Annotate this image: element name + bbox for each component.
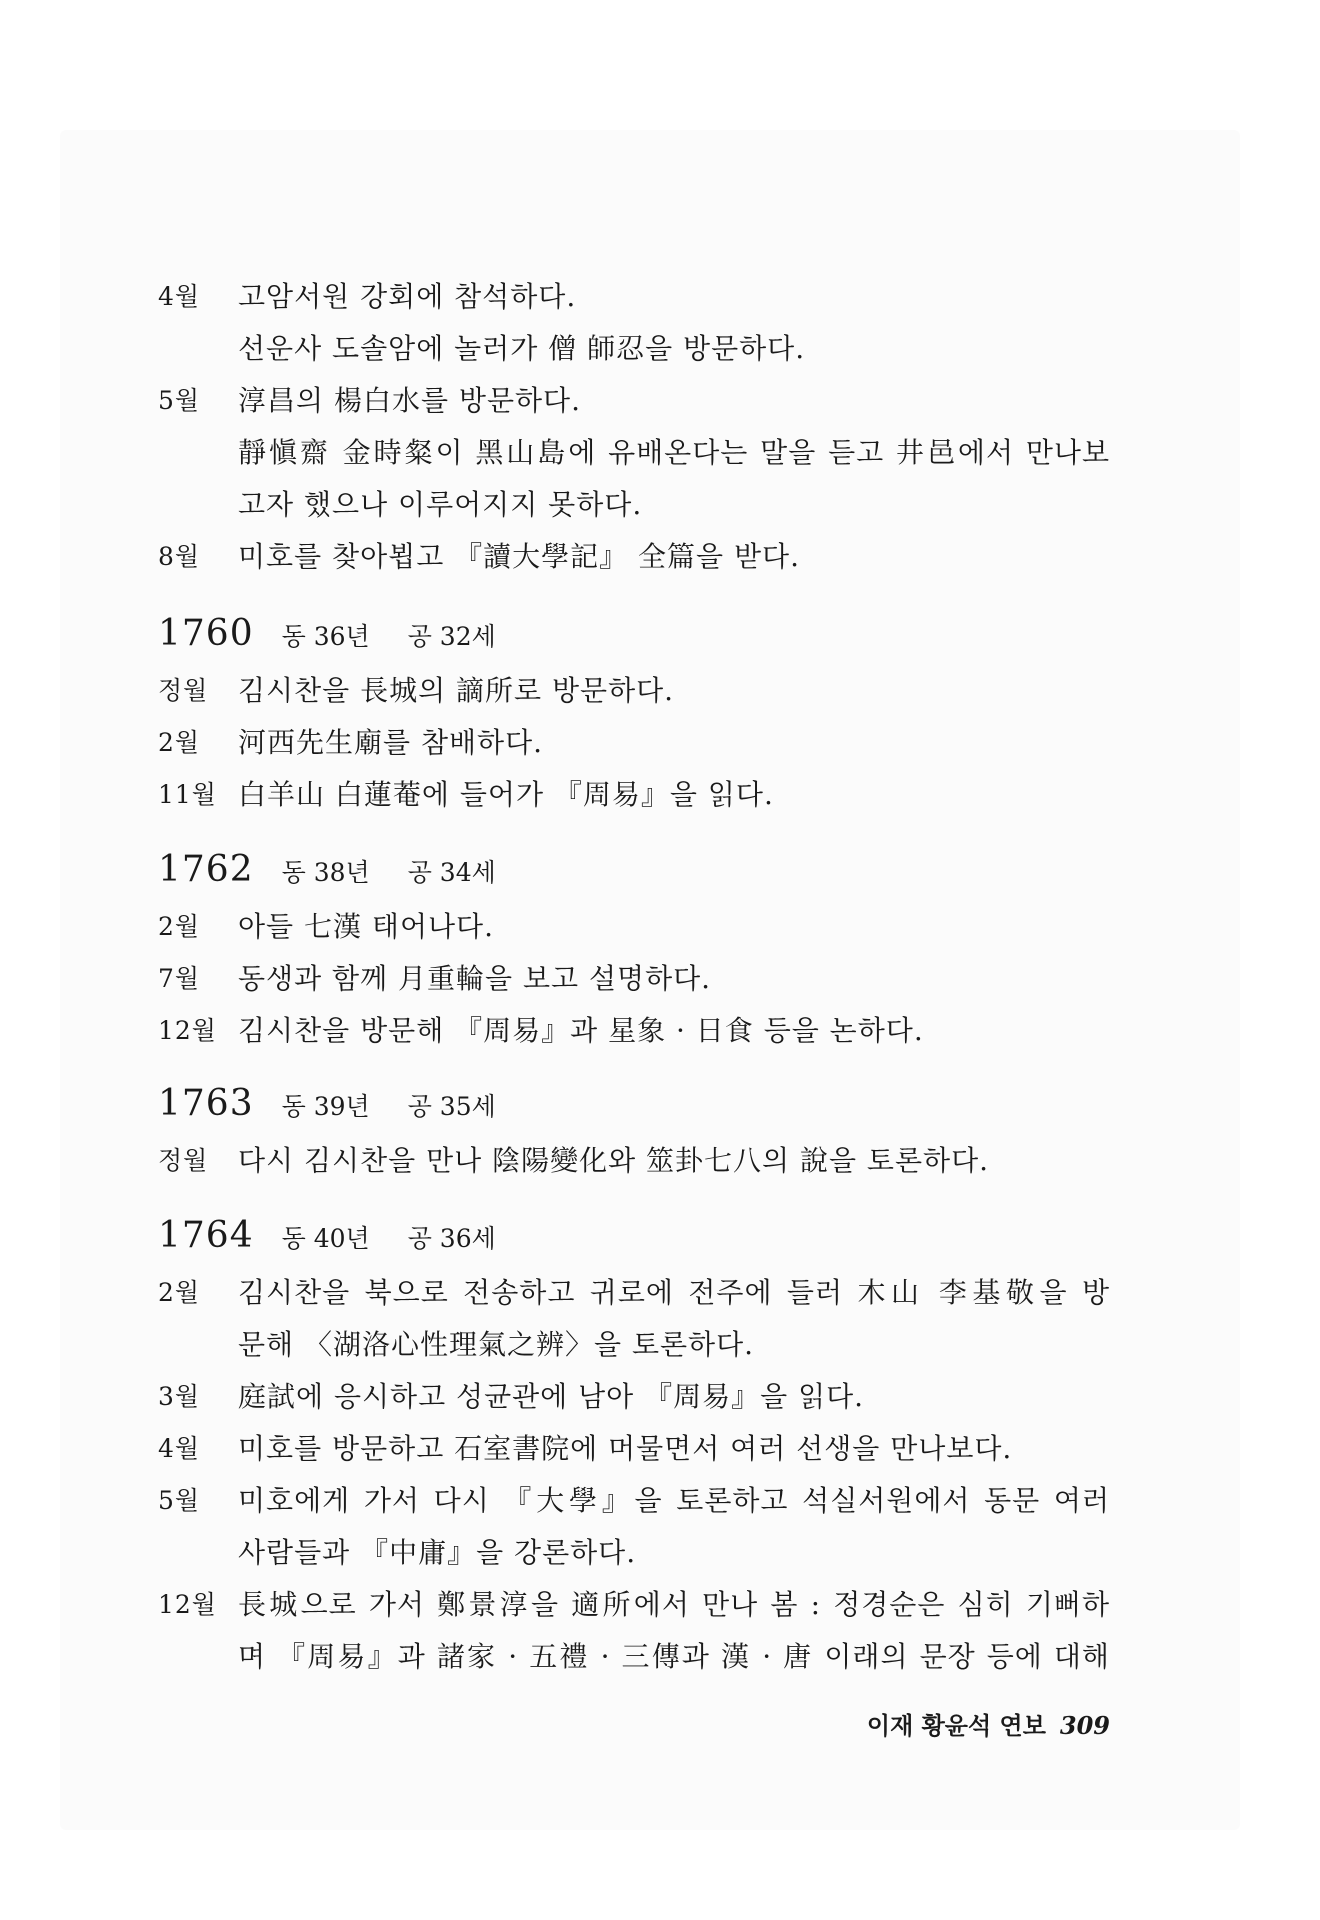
entry-text: 아들 七漢 태어나다. <box>238 910 494 943</box>
entry-text: 며 『周易』과 諸家 · 五禮 · 三傳과 漢 · 唐 이래의 문장 등에 대해 <box>238 1640 1110 1673</box>
entry-text: 고자 했으나 이루어지지 못하다. <box>238 488 643 521</box>
entry-text: 河西先生廟를 참배하다. <box>238 726 544 759</box>
entry-line <box>0 902 1320 952</box>
entry-text: 김시찬을 북으로 전송하고 귀로에 전주에 들러 木山 李基敬을 방 <box>238 1276 1110 1309</box>
entry-line <box>0 428 1320 478</box>
year-label: 1760 <box>158 613 254 654</box>
entry-line <box>0 1268 1320 1318</box>
entry-line <box>0 1372 1320 1422</box>
entry-text: 미호를 찾아뵙고 『讀大學記』 全篇을 받다. <box>238 540 800 573</box>
entry-month: 12월 <box>158 1590 217 1619</box>
entry-line <box>0 1476 1320 1526</box>
entry-month: 3월 <box>158 1382 201 1411</box>
entry-line <box>0 770 1320 820</box>
age-label: 공 35세 <box>407 1092 496 1121</box>
entry-line <box>0 1580 1320 1630</box>
entry-text: 문해 〈湖洛心性理氣之辨〉을 토론하다. <box>238 1328 755 1361</box>
entry-month: 4월 <box>158 1434 201 1463</box>
entry-line <box>0 532 1320 582</box>
entry-month: 12월 <box>158 1016 217 1045</box>
entry-month: 8월 <box>158 542 201 571</box>
entry-line <box>0 1424 1320 1474</box>
entry-month: 정월 <box>158 1146 209 1175</box>
entry-month: 5월 <box>158 1486 201 1515</box>
entry-text: 長城으로 가서 鄭景淳을 適所에서 만나 봄 : 정경순은 심히 기뻐하 <box>238 1588 1110 1621</box>
entry-text: 庭試에 응시하고 성균관에 남아 『周易』을 읽다. <box>238 1380 865 1413</box>
entry-text: 동생과 함께 月重輪을 보고 설명하다. <box>238 962 712 995</box>
entry-text: 靜愼齋 金時粲이 黑山島에 유배온다는 말을 듣고 井邑에서 만나보 <box>238 436 1110 469</box>
entry-line <box>0 272 1320 322</box>
entry-line <box>0 954 1320 1004</box>
entry-text: 미호를 방문하고 石室書院에 머물면서 여러 선생을 만나보다. <box>238 1432 1013 1465</box>
entry-line <box>0 1006 1320 1056</box>
year-heading-1763 <box>158 1074 496 1134</box>
era-label: 동 39년 <box>281 1092 370 1121</box>
entry-month: 2월 <box>158 1278 201 1307</box>
entry-text: 고암서원 강회에 참석하다. <box>238 280 577 313</box>
entry-month: 2월 <box>158 912 201 941</box>
entry-text: 사람들과 『中庸』을 강론하다. <box>238 1536 637 1569</box>
year-heading-1762 <box>158 840 496 900</box>
age-label: 공 34세 <box>407 858 496 887</box>
era-label: 동 38년 <box>281 858 370 887</box>
entry-line <box>0 324 1320 374</box>
year-label: 1762 <box>158 849 254 890</box>
entry-month: 2월 <box>158 728 201 757</box>
entry-month: 7월 <box>158 964 201 993</box>
entry-line <box>0 718 1320 768</box>
entry-text: 다시 김시찬을 만나 陰陽變化와 筮卦七八의 說을 토론하다. <box>238 1144 990 1177</box>
era-label: 동 36년 <box>281 622 370 651</box>
page-number: 309 <box>1059 1711 1110 1740</box>
entry-text: 선운사 도솔암에 놀러가 僧 師忍을 방문하다. <box>238 332 806 365</box>
year-label: 1763 <box>158 1083 254 1124</box>
entry-line <box>0 1632 1320 1682</box>
entry-month: 11월 <box>158 780 217 809</box>
entry-month: 5월 <box>158 386 201 415</box>
entry-line <box>0 480 1320 530</box>
age-label: 공 32세 <box>407 622 496 651</box>
entry-text: 김시찬을 長城의 謫所로 방문하다. <box>238 674 675 707</box>
entry-line <box>0 376 1320 426</box>
entry-line <box>0 1136 1320 1186</box>
entry-line <box>0 1528 1320 1578</box>
entry-text: 미호에게 가서 다시 『大學』을 토론하고 석실서원에서 동문 여러 <box>238 1484 1110 1517</box>
age-label: 공 36세 <box>407 1224 496 1253</box>
entry-line <box>0 1320 1320 1370</box>
entry-text: 김시찬을 방문해 『周易』과 星象 · 日食 등을 논하다. <box>238 1014 924 1047</box>
entry-month: 4월 <box>158 282 201 311</box>
entry-month: 정월 <box>158 676 209 705</box>
year-heading-1764 <box>158 1206 496 1266</box>
entry-line <box>0 666 1320 716</box>
page-footer <box>820 1706 1110 1741</box>
era-label: 동 40년 <box>281 1224 370 1253</box>
year-label: 1764 <box>158 1215 254 1256</box>
entry-text: 淳昌의 楊白水를 방문하다. <box>238 384 581 417</box>
running-title: 이재 황윤석 연보 <box>866 1711 1046 1740</box>
year-heading-1760 <box>158 604 496 664</box>
entry-text: 白羊山 白蓮菴에 들어가 『周易』을 읽다. <box>238 778 774 811</box>
